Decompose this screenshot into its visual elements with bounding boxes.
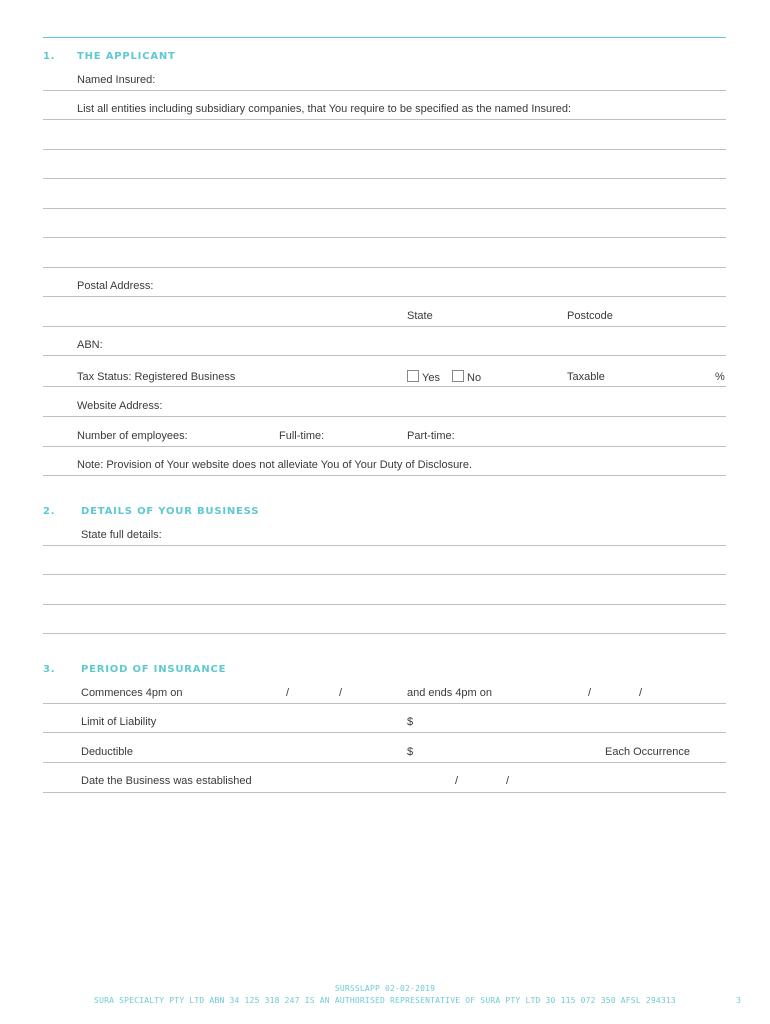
deductible-label: Deductible <box>81 746 133 758</box>
limit-field[interactable] <box>43 732 726 733</box>
tax-status-field[interactable] <box>43 386 726 387</box>
section-1-number: 1. <box>43 51 56 62</box>
no-checkbox[interactable] <box>452 370 464 382</box>
disclosure-note: Note: Provision of Your website does not alleviate You of Your Duty of Disclosure. <box>77 459 473 471</box>
section-2-title: DETAILS OF YOUR BUSINESS <box>81 506 260 517</box>
deductible-field[interactable] <box>43 762 726 763</box>
state-postcode-field[interactable] <box>43 326 726 327</box>
postal-address-field[interactable] <box>43 296 726 297</box>
section-1-title: THE APPLICANT <box>77 51 176 62</box>
note-divider <box>43 475 726 476</box>
tax-no-option[interactable] <box>452 370 481 384</box>
abn-label: ABN: <box>77 339 103 351</box>
commence-date-slash-2: / <box>339 687 343 699</box>
list-entities-label: List all entities including subsidiary companies, that You require to be specified as the named Insured: <box>77 103 572 115</box>
no-label: No <box>467 372 482 384</box>
entities-line-5[interactable] <box>43 237 726 238</box>
abn-field[interactable] <box>43 355 726 356</box>
website-field[interactable] <box>43 416 726 417</box>
established-date-slash-1: / <box>455 775 459 787</box>
end-date-slash-2: / <box>639 687 643 699</box>
section-3-number: 3. <box>43 664 56 675</box>
top-divider <box>43 37 726 38</box>
deductible-dollar-sign: $ <box>407 746 414 758</box>
section-2-number: 2. <box>43 506 56 517</box>
legal-footer: SURA SPECIALTY PTY LTD ABN 34 125 318 247 IS AN AUTHORISED REPRESENTATIVE OF SURA PTY LTD 30 115 072 350 AFSL 294313 <box>94 996 676 1005</box>
named-insured-field[interactable] <box>43 90 726 91</box>
tax-yes-option[interactable] <box>407 370 440 384</box>
limit-dollar-sign: $ <box>407 716 414 728</box>
entities-line-3[interactable] <box>43 178 726 179</box>
period-field[interactable] <box>43 703 726 704</box>
taxable-label: Taxable <box>567 371 605 383</box>
details-line-4[interactable] <box>43 633 726 634</box>
employees-label: Number of employees: <box>77 430 188 442</box>
yes-checkbox[interactable] <box>407 370 419 382</box>
date-established-label: Date the Business was established <box>81 775 252 787</box>
page-number: 3 <box>736 996 741 1005</box>
tax-status-label: Tax Status: Registered Business <box>77 371 236 383</box>
named-insured-label: Named Insured: <box>77 74 156 86</box>
each-occurrence-label: Each Occurrence <box>605 746 690 758</box>
ends-label: and ends 4pm on <box>407 687 493 699</box>
website-label: Website Address: <box>77 400 163 412</box>
full-time-label: Full-time: <box>279 430 325 442</box>
details-line-1[interactable] <box>43 545 726 546</box>
entities-line-6[interactable] <box>43 267 726 268</box>
state-full-details-label: State full details: <box>81 529 162 541</box>
percent-sign: % <box>715 371 725 383</box>
commences-label: Commences 4pm on <box>81 687 183 699</box>
yes-label: Yes <box>422 372 440 384</box>
details-line-3[interactable] <box>43 604 726 605</box>
form-code: SURSSLAPP 02-02-2019 <box>334 984 436 993</box>
end-date-slash-1: / <box>588 687 592 699</box>
established-date-slash-2: / <box>506 775 510 787</box>
date-established-field[interactable] <box>43 792 726 793</box>
entities-line-1[interactable] <box>43 119 726 120</box>
employees-field[interactable] <box>43 446 726 447</box>
entities-line-4[interactable] <box>43 208 726 209</box>
postcode-label: Postcode <box>567 310 613 322</box>
limit-label: Limit of Liability <box>81 716 157 728</box>
section-3-title: PERIOD OF INSURANCE <box>81 664 227 675</box>
postal-address-label: Postal Address: <box>77 280 154 292</box>
details-line-2[interactable] <box>43 574 726 575</box>
entities-line-2[interactable] <box>43 149 726 150</box>
part-time-label: Part-time: <box>407 430 455 442</box>
commence-date-slash-1: / <box>286 687 290 699</box>
state-label: State <box>407 310 433 322</box>
